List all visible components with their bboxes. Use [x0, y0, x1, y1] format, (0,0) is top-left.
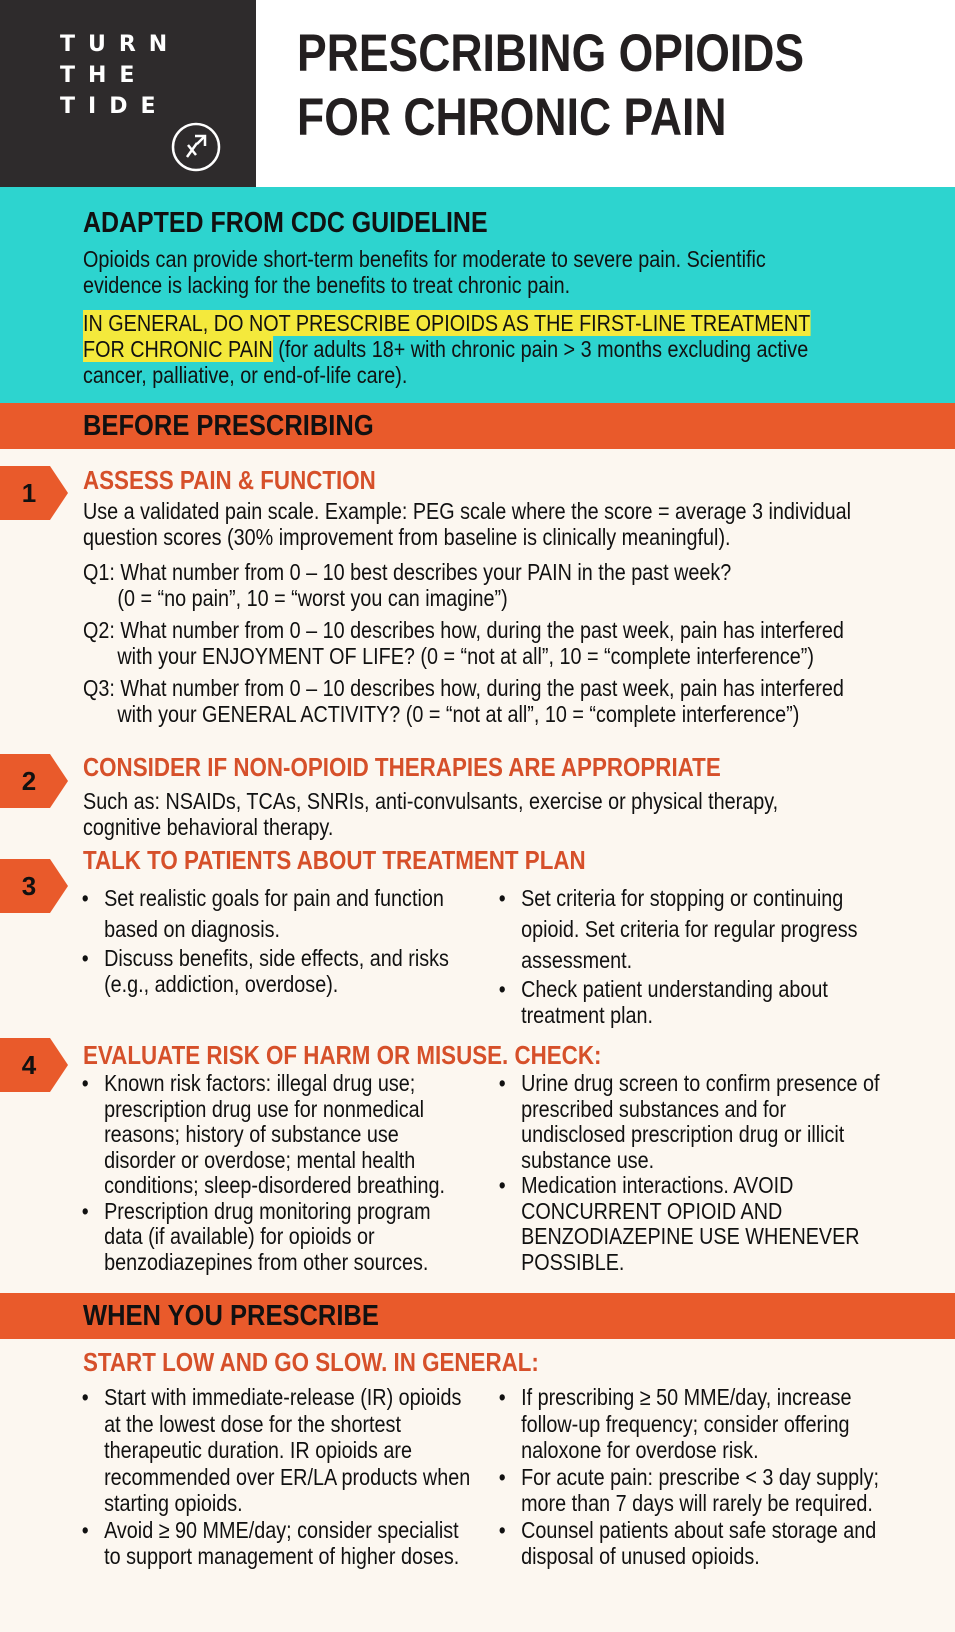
- step-number-2: 2: [21, 766, 37, 796]
- list-item: • If prescribing ≥ 50 MME/day, increase follow-up frequency; consider offering naloxone for overdose risk.: [497, 1384, 888, 1464]
- when-you-prescribe-band: [0, 1293, 955, 1339]
- before-prescribing-band: [0, 403, 955, 449]
- prescribe-left: [80, 1384, 471, 1570]
- list-item: • Discuss benefits, side effects, and risks (e.g., addiction, overdose).: [80, 945, 467, 997]
- logo-line-1: TURN: [60, 32, 181, 57]
- step-number-3: 3: [21, 871, 37, 901]
- intro-paragraph: Opioids can provide short-term benefits for moderate to severe pain. Scientific evidence is lacking for the benefits to treat chronic pain.: [83, 246, 766, 298]
- section-title-start-low: START LOW AND GO SLOW. IN GENERAL:: [83, 1347, 539, 1377]
- treatment-plan-right: [497, 883, 884, 1028]
- question-2: Q2: What number from 0 – 10 describes how, during the past week, pain has interfered: [83, 617, 844, 643]
- step-badge-3: [0, 859, 68, 913]
- question-2-scale: with your ENJOYMENT OF LIFE? (0 = “not at all”, 10 = “complete interference”): [117, 643, 814, 669]
- intro-heading: ADAPTED FROM CDC GUIDELINE: [83, 207, 488, 239]
- when-you-prescribe-heading: WHEN YOU PRESCRIBE: [83, 1300, 379, 1332]
- section-title-evaluate-risk: EVALUATE RISK OF HARM OR MISUSE. CHECK:: [83, 1040, 602, 1070]
- list-item: • Check patient understanding about treatment plan.: [497, 976, 884, 1028]
- intro-highlight: IN GENERAL, DO NOT PRESCRIBE OPIOIDS AS THE FIRST-LINE TREATMENT FOR CHRONIC PAIN: [83, 310, 811, 362]
- list-item: • Set criteria for stopping or continuing opioid. Set criteria for regular progress assessment.: [497, 883, 884, 976]
- risk-right: [497, 1071, 888, 1275]
- before-prescribing-heading: BEFORE PRESCRIBING: [83, 410, 374, 442]
- intro-panel: [0, 187, 955, 403]
- section-body-non-opioid: Such as: NSAIDs, TCAs, SNRIs, anti-convulsants, exercise or physical therapy, cognitive behavioral therapy.: [83, 788, 779, 840]
- risk-left: [80, 1071, 471, 1275]
- step-badge-2: [0, 754, 68, 808]
- list-item: • For acute pain: prescribe < 3 day supply; more than 7 days will rarely be required.: [497, 1464, 888, 1517]
- treatment-plan-left: [80, 883, 467, 997]
- section-title-treatment-plan: TALK TO PATIENTS ABOUT TREATMENT PLAN: [83, 845, 586, 875]
- list-item: • Start with immediate-release (IR) opioids at the lowest dose for the shortest therapeutic duration. IR opioids are recommended over ER/LA products when starting opioids.: [80, 1384, 471, 1517]
- section-title-assess: ASSESS PAIN & FUNCTION: [83, 465, 376, 495]
- question-1-scale: (0 = “no pain”, 10 = “worst you can imagine”): [117, 585, 508, 611]
- header: [0, 0, 955, 187]
- list-item: • Prescription drug monitoring program data (if available) for opioids or benzodiazepines from other sources.: [80, 1199, 471, 1276]
- question-3: Q3: What number from 0 – 10 describes how, during the past week, pain has interfered: [83, 675, 844, 701]
- step-number-1: 1: [21, 478, 37, 508]
- peg-questions: [83, 559, 844, 727]
- step-badge-4: [0, 1038, 68, 1092]
- title-line-1: PRESCRIBING OPIOIDS: [297, 24, 805, 83]
- list-item: • Known risk factors: illegal drug use; prescription drug use for nonmedical reasons; history of substance use disorder or overdose; mental health conditions; sleep-disordered breathing.: [80, 1071, 471, 1199]
- section-body-assess: Use a validated pain scale. Example: PEG scale where the score = average 3 individual question scores (30% improvement from baseline is clinically meaningful).: [83, 498, 852, 550]
- logo-line-3: TIDE: [60, 94, 169, 119]
- list-item: • Avoid ≥ 90 MME/day; consider specialist to support management of higher doses.: [80, 1517, 471, 1570]
- section-title-non-opioid: CONSIDER IF NON-OPIOID THERAPIES ARE APPROPRIATE: [83, 752, 721, 782]
- step-badge-1: [0, 466, 68, 520]
- list-item: • Set realistic goals for pain and function based on diagnosis.: [80, 883, 467, 945]
- question-3-scale: with your GENERAL ACTIVITY? (0 = “not at all”, 10 = “complete interference”): [117, 701, 800, 727]
- page-title: [297, 22, 835, 150]
- list-item: • Medication interactions. AVOID CONCURRENT OPIOID AND BENZODIAZEPINE USE WHENEVER POSSIBLE.: [497, 1173, 888, 1275]
- rx-circle-icon: [170, 121, 222, 173]
- list-item: • Counsel patients about safe storage and disposal of unused opioids.: [497, 1517, 888, 1570]
- logo-line-2: THE: [60, 63, 148, 88]
- step-number-4: 4: [21, 1050, 37, 1080]
- title-line-2: FOR CHRONIC PAIN: [297, 88, 727, 147]
- question-1: Q1: What number from 0 – 10 best describes your PAIN in the past week?: [83, 559, 732, 585]
- list-item: • Urine drug screen to confirm presence of prescribed substances and for undisclosed prescription drug or illicit substance use.: [497, 1071, 888, 1173]
- intro-warning: [83, 310, 840, 388]
- logo: [0, 0, 256, 187]
- intro-warning-rest: (for adults 18+ with chronic pain > 3 months excluding active cancer, palliative, or end-of-life care).: [83, 336, 809, 388]
- prescribe-right: [497, 1384, 888, 1570]
